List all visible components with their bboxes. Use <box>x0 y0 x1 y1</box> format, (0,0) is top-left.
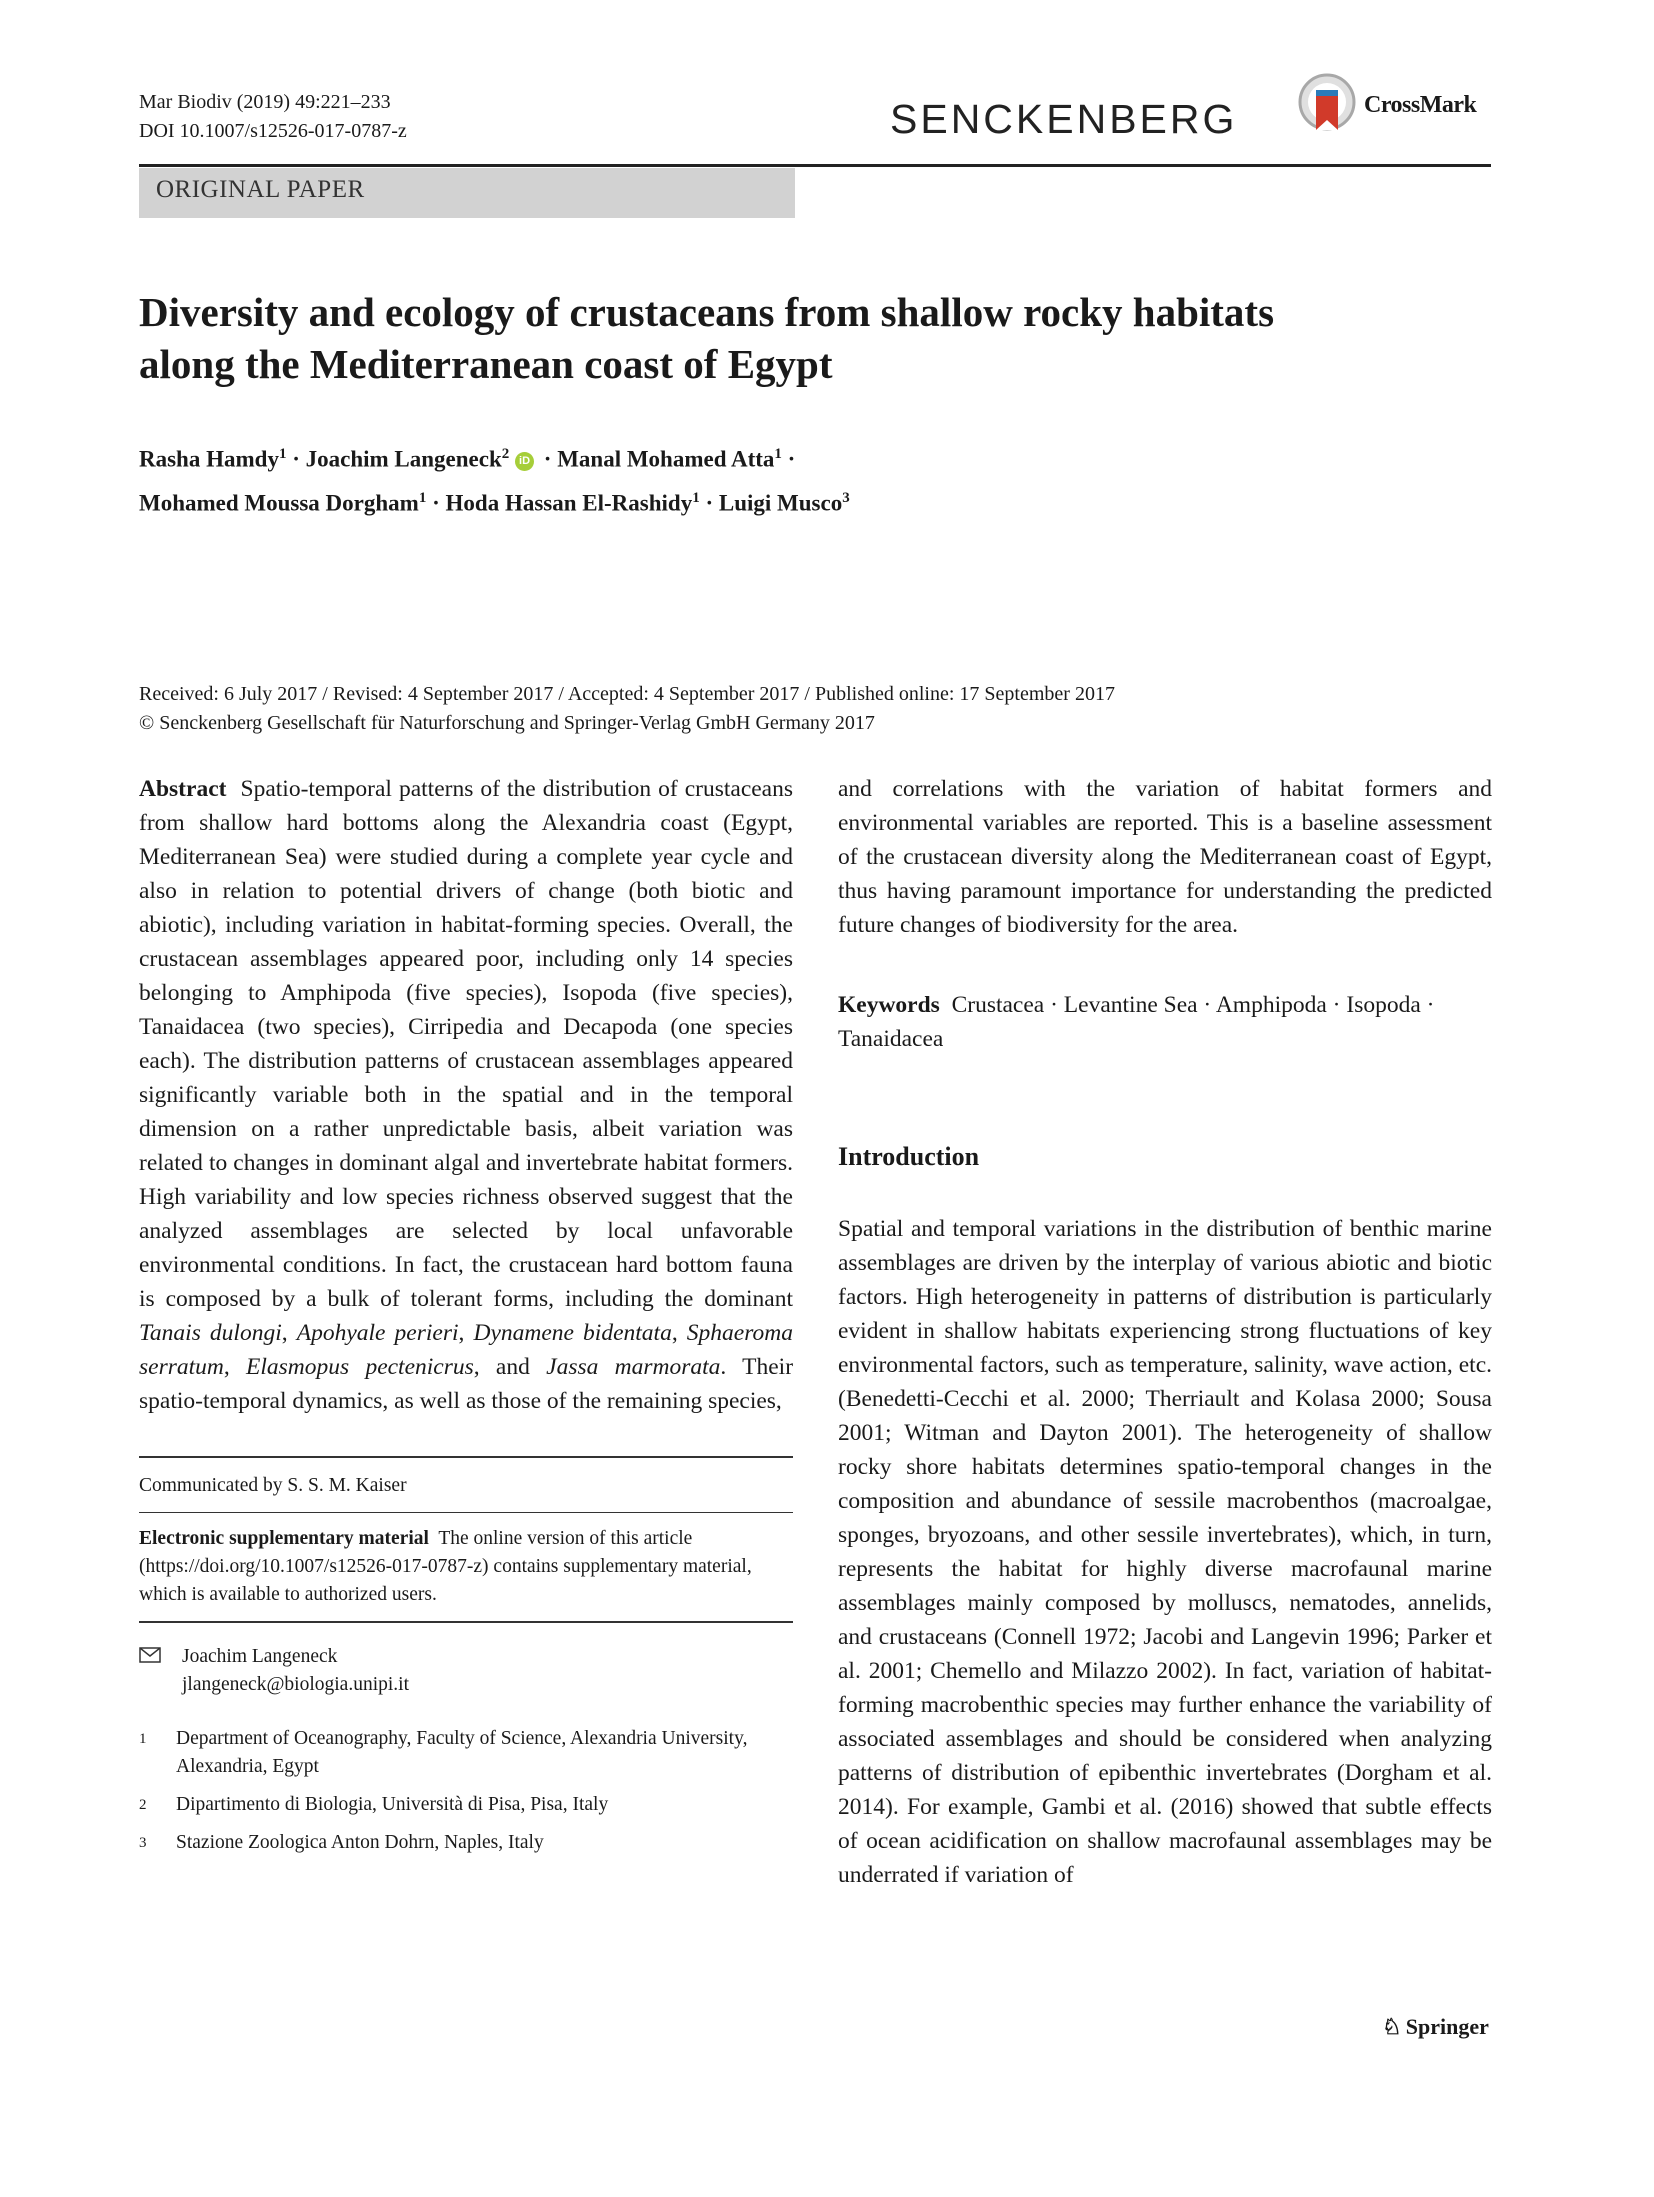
author-affiliation-mark: 1 <box>418 489 427 506</box>
dates-line: Received: 6 July 2017 / Revised: 4 September 2017 / Accepted: 4 September 2017 / Published online: 17 September 2017 <box>139 683 1115 705</box>
author-list: Rasha Hamdy$^1$ · Joachim Langeneck$^2$ iD · Manal Mohamed Atta$^1$ · Mohamed Moussa Dorgham$^1$ · Hoda Hassan El-Rashidy$^1$ · Luigi Musco$^3$ <box>139 446 850 516</box>
affiliation-text: Department of Oceanography, Faculty of Science, Alexandria University, Alexandria, Egypt <box>176 1727 748 1777</box>
affiliation-number: 3 <box>139 1834 147 1851</box>
article-type-badge <box>139 168 795 218</box>
springer-label: Springer <box>1405 2014 1489 2039</box>
author-affiliation-mark: 1 <box>774 446 782 462</box>
crossmark-label[interactable]: CrossMark <box>1364 92 1477 118</box>
introduction-text: Spatial and temporal variations in the distribution of benthic marine assemblages are driven by the interplay of various abiotic and biotic factors. High heterogeneity in patterns of distribution is particularly evident in shallow habitats experiencing strong fluctuations of key environmental factors, such as temperature, salinity, wave action, etc. (Benedetti-Cecchi et al. 2000; Therriault and Kolasa 2000; Sousa 2001; Witman and Dayton 2001). The heterogeneity of shallow rocky shore habitats determines spatio-temporal changes in the composition and abundance of sessile macrobenthos (macroalgae, sponges, bryozoans, and other sessile invertebrates), which, in turn, represents the habitat for highly diverse macrofaunal marine assemblages mainly composed by molluscs, nematodes, annelids, and crustaceans (Connell 1972; Jacobi and Langevin 1996; Parker et al. 2001; Chemello and Milazzo 2002). In fact, variation of habitat-forming macrobenthic species may further enhance the variability of associated assemblages and should be considered when analyzing patterns of distribution of epibenthic invertebrates (Dorgham et al. 2014). For example, Gambi et al. (2016) showed that subtle effects of ocean acidification on shallow macrofaunal assemblages may be underrated if variation of <box>838 1216 1492 1888</box>
footnote-divider <box>139 1621 793 1623</box>
article-type-label: ORIGINAL PAPER <box>156 176 365 203</box>
species-name: Sphaeroma serratum <box>139 1320 793 1380</box>
keywords-block <box>838 988 1492 1056</box>
introduction-body <box>838 1212 1492 1892</box>
author-name[interactable]: Joachim Langeneck <box>305 446 502 472</box>
doi: DOI 10.1007/s12526-017-0787-z <box>139 120 407 142</box>
header-rule <box>139 164 1491 167</box>
contact-block <box>139 1643 793 1699</box>
affiliation-item <box>139 1829 793 1857</box>
abstract-text-end: Their spatio-temporal dynamics, as well as those of the remaining species, <box>139 1354 794 1414</box>
springer-logo <box>1382 2014 1489 2040</box>
publication-history <box>139 680 1115 738</box>
affiliation-number: 2 <box>139 1796 147 1813</box>
title-line-2: along the Mediterranean coast of Egypt <box>139 341 833 387</box>
abstract-heading: Abstract <box>139 776 227 802</box>
left-column <box>139 772 793 1857</box>
species-name: Tanais dulongi <box>139 1320 282 1346</box>
author-name[interactable]: Rasha Hamdy <box>139 446 279 472</box>
communicated-by: Communicated by S. S. M. Kaiser <box>139 1474 407 1496</box>
author-affiliation-mark: 1 <box>278 446 287 462</box>
footnote-divider <box>139 1512 793 1514</box>
esm-heading: Electronic supplementary material <box>139 1528 429 1549</box>
envelope-icon <box>139 1644 161 1672</box>
journal-citation: Mar Biodiv (2019) 49:221–233 <box>139 91 391 113</box>
paper-title <box>139 286 1519 390</box>
author-name[interactable]: Luigi Musco <box>718 490 843 516</box>
keywords-heading: Keywords <box>838 992 940 1018</box>
author-affiliation-mark: 3 <box>842 489 850 506</box>
species-name: Jassa marmorata <box>546 1354 721 1380</box>
affiliation-text: Stazione Zoologica Anton Dohrn, Naples, Italy <box>176 1831 544 1853</box>
affiliation-text: Dipartimento di Biologia, Università di Pisa, Pisa, Italy <box>176 1793 609 1815</box>
abstract-continued <box>838 772 1492 942</box>
author-affiliation-mark: 2 <box>501 446 510 462</box>
species-name: Apohyale perieri <box>296 1320 459 1346</box>
senckenberg-logo: SENCKENBERG <box>890 96 1238 142</box>
affiliation-item <box>139 1725 793 1781</box>
crossmark-icon[interactable] <box>1297 72 1357 142</box>
contact-name: Joachim Langeneck <box>182 1645 338 1667</box>
author-name[interactable]: Hoda Hassan El-Rashidy <box>445 490 693 516</box>
contact-email[interactable]: jlangeneck@biologia.unipi.it <box>182 1673 409 1695</box>
abstract-continued-text: and correlations with the variation of habitat formers and environmental variables are reported. This is a baseline assessment of the crustacean diversity along the Mediterranean coast of Egypt, thus having paramount importance for understanding the predicted future changes of biodiversity for the area. <box>838 776 1492 938</box>
affiliation-item <box>139 1791 793 1819</box>
abstract-text: Spatio-temporal patterns of the distribution of crustaceans from shallow hard bottoms along the Alexandria coast (Egypt, Mediterranean Sea) were studied during a complete year cycle and also in relation to potential drivers of change (both biotic and abiotic), including variation in habitat-forming species. Overall, the crustacean assemblages appeared poor, including only 14 species belonging to Amphipoda (five species), Isopoda (five species), Tanaidacea (two species), Cirripedia and Decapoda (one species each). The distribution patterns of crustacean assemblages appeared significantly variable both in the spatial and in the temporal dimension on a rather unpredictable basis, albeit variation was related to changes in dominant algal and invertebrate habitat formers. High variability and low species richness observed suggest that the analyzed assemblages are selected by local unfavorable environmental conditions. In fact, the crustacean hard bottom fauna is composed by a bulk of tolerant forms, including the dominant <box>139 776 794 1312</box>
title-line-1: Diversity and ecology of crustaceans from shallow rocky habitats <box>139 289 1275 335</box>
species-name: Elasmopus pectenicrus <box>246 1354 474 1380</box>
author-name[interactable]: Manal Mohamed Atta <box>557 446 775 472</box>
author-name[interactable]: Mohamed Moussa Dorgham <box>139 490 419 516</box>
orcid-icon[interactable]: iD <box>515 452 534 471</box>
footnote-divider <box>139 1456 793 1458</box>
author-affiliation-mark: 1 <box>692 489 700 506</box>
journal-citation-block <box>139 88 407 146</box>
affiliations <box>139 1725 793 1857</box>
introduction-heading: Introduction <box>838 1142 980 1171</box>
keywords-text: Crustacea · Levantine Sea · Amphipoda · Isopoda · Tanaidacea <box>838 992 1435 1052</box>
esm-note <box>139 1525 793 1609</box>
species-name: Dynamene bidentata <box>473 1320 672 1346</box>
copyright-line: © Senckenberg Gesellschaft für Naturforschung and Springer-Verlag GmbH Germany 2017 <box>139 712 875 734</box>
abstract-paragraph: Abstract Spatio-temporal patterns of the distribution of crustaceans from shallow hard bottoms along the Alexandria coast (Egypt, Mediterranean Sea) were studied during a complete year cycle and also in relation to potential drivers of change (both biotic and abiotic), including variation in habitat-forming species. Overall, the crustacean assemblages appeared poor, including only 14 species belonging to Amphipoda (five species), Isopoda (five species), Tanaidacea (two species), Cirripedia and Decapoda (one species each). The distribution patterns of crustacean assemblages appeared significantly variable both in the spatial and in the temporal dimension on a rather unpredictable basis, albeit variation was related to changes in dominant algal and invertebrate habitat formers. High variability and low species richness observed suggest that the analyzed assemblages are selected by local unfavorable environmental conditions. In fact, the crustacean hard bottom fauna is composed by a bulk of tolerant forms, including the dominant Tanais dulongi, Apohyale perieri, Dynamene bidentata, Sphaeroma serratum, Elasmopus pectenicrus, and Jassa marmorata. Their spatio-temporal dynamics, as well as those of the remaining species, <box>139 776 794 1414</box>
esm-text[interactable]: The online version of this article (https://doi.org/10.1007/s12526-017-0787-z) contains supplementary material, which is available to authorized users. <box>139 1528 752 1605</box>
affiliation-number: 1 <box>139 1730 147 1747</box>
springer-horse-icon: ♘ <box>1382 2014 1402 2039</box>
